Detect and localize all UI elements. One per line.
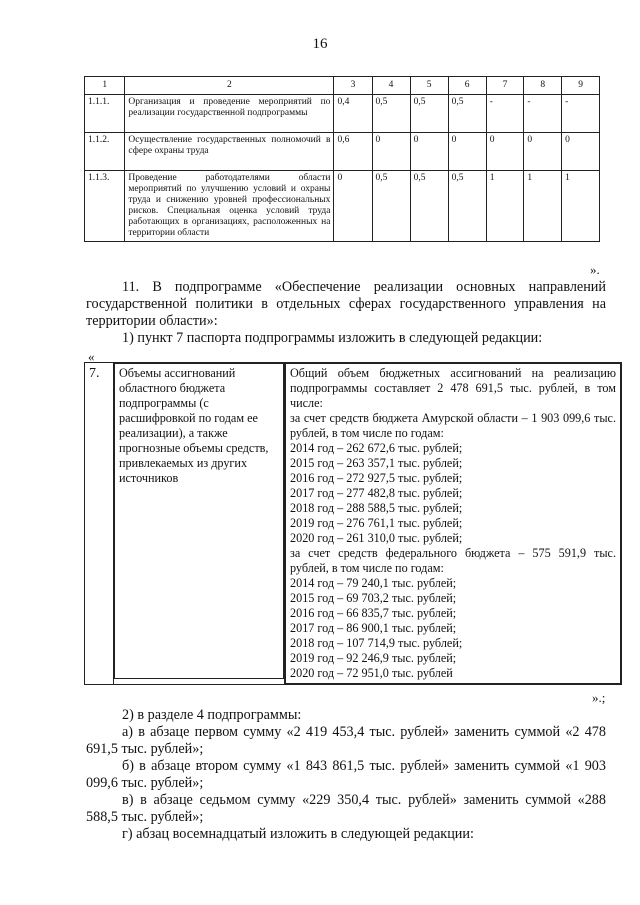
closing-quote: ».; bbox=[592, 690, 606, 705]
row-value: 0,5 bbox=[410, 171, 448, 242]
row-value: 0 bbox=[486, 133, 524, 171]
regional-year-line: 2017 год – 277 482,8 тыс. рублей; bbox=[290, 486, 463, 500]
item-number: 7. bbox=[85, 363, 114, 685]
row-value: 1 bbox=[524, 171, 562, 242]
item-content bbox=[285, 363, 621, 684]
passport-table bbox=[84, 362, 622, 685]
header-cell: 7 bbox=[486, 77, 524, 95]
row-number: 1.1.3. bbox=[85, 171, 125, 242]
federal-year-line: 2016 год – 66 835,7 тыс. рублей; bbox=[290, 606, 457, 620]
row-value: 0 bbox=[448, 133, 486, 171]
regional-year-line: 2015 год – 263 357,1 тыс. рублей; bbox=[290, 456, 463, 470]
regional-year-line: 2014 год – 262 672,6 тыс. рублей; bbox=[290, 441, 463, 455]
paragraph-2g: г) абзац восемнадцатый изложить в следующей редакции: bbox=[122, 826, 474, 842]
header-cell: 4 bbox=[372, 77, 410, 95]
federal-year-line: 2017 год – 86 900,1 тыс. рублей; bbox=[290, 621, 457, 635]
header-cell: 1 bbox=[85, 77, 125, 95]
row-value: 0 bbox=[410, 133, 448, 171]
row-value: 0 bbox=[562, 133, 600, 171]
row-description: Проведение работодателями области мероприятий по улучшению условий и охраны труда и снижению уровней профессиональных рисков. Специальная оценка условий труда работающих в организациях, расположенных на территории области bbox=[125, 171, 334, 242]
table-row bbox=[85, 363, 622, 685]
item-content-cell bbox=[285, 363, 622, 685]
row-value: 0,6 bbox=[334, 133, 372, 171]
regional-year-line: 2018 год – 288 588,5 тыс. рублей; bbox=[290, 501, 463, 515]
federal-year-line: 2018 год – 107 714,9 тыс. рублей; bbox=[290, 636, 463, 650]
regional-year-line: 2020 год – 261 310,0 тыс. рублей; bbox=[290, 531, 463, 545]
row-number: 1.1.2. bbox=[85, 133, 125, 171]
item-label-cell bbox=[114, 363, 285, 685]
table-row bbox=[85, 171, 600, 242]
paragraph-11-item-1: 1) пункт 7 паспорта подпрограммы изложить в следующей редакции: bbox=[122, 330, 543, 346]
row-value: 0 bbox=[524, 133, 562, 171]
opening-quote: « bbox=[88, 349, 95, 364]
row-value: - bbox=[524, 95, 562, 133]
federal-year-line: 2019 год – 92 246,9 тыс. рублей; bbox=[290, 651, 457, 665]
page-number: 16 bbox=[312, 36, 328, 52]
row-number: 1.1.1. bbox=[85, 95, 125, 133]
row-value: 0 bbox=[334, 171, 372, 242]
row-value: 0 bbox=[372, 133, 410, 171]
header-cell: 6 bbox=[448, 77, 486, 95]
paragraph-2b: б) в абзаце втором сумму «1 843 861,5 тыс. рублей» заменить суммой «1 903 099,6 тыс. рублей»; bbox=[86, 758, 606, 791]
row-value: 0,5 bbox=[448, 171, 486, 242]
item-label: Объемы ассигнований областного бюджета подпрограммы (с расшифровкой по годам ее реализации), а также прогнозные объемы средств, привлекаемых из других источников bbox=[114, 363, 284, 679]
header-cell: 3 bbox=[334, 77, 372, 95]
row-description: Осуществление государственных полномочий в сфере охраны труда bbox=[125, 133, 334, 171]
row-value: 1 bbox=[562, 171, 600, 242]
header-cell: 5 bbox=[410, 77, 448, 95]
federal-budget-header: за счет средств федерального бюджета – 575 591,9 тыс. рублей, в том числе по годам: bbox=[290, 546, 616, 575]
funding-intro: Общий объем бюджетных ассигнований на реализацию подпрограммы составляет 2 478 691,5 тыс. рублей, в том числе: bbox=[290, 366, 616, 410]
federal-year-line: 2015 год – 69 703,2 тыс. рублей; bbox=[290, 591, 457, 605]
row-value: 0,4 bbox=[334, 95, 372, 133]
row-value: 0,5 bbox=[372, 95, 410, 133]
header-cell: 8 bbox=[524, 77, 562, 95]
header-cell: 9 bbox=[562, 77, 600, 95]
regional-budget-header: за счет средств бюджета Амурской области – 1 903 099,6 тыс. рублей, в том числе по годам: bbox=[290, 411, 616, 440]
table-header-row bbox=[85, 77, 600, 95]
paragraph-2: 2) в разделе 4 подпрограммы: bbox=[122, 707, 302, 723]
paragraph-11: 11. В подпрограмме «Обеспечение реализации основных направлений государственной политики в отдельных сферах государственного управления на территории области»: bbox=[86, 279, 606, 329]
regional-year-line: 2016 год – 272 927,5 тыс. рублей; bbox=[290, 471, 463, 485]
paragraph-2v: в) в абзаце седьмом сумму «229 350,4 тыс. рублей» заменить суммой «288 588,5 тыс. рублей»; bbox=[86, 792, 606, 825]
measures-table bbox=[84, 76, 600, 242]
federal-year-line: 2020 год – 72 951,0 тыс. рублей bbox=[290, 666, 453, 680]
table-row bbox=[85, 95, 600, 133]
row-value: - bbox=[562, 95, 600, 133]
federal-year-line: 2014 год – 79 240,1 тыс. рублей; bbox=[290, 576, 457, 590]
row-value: 0,5 bbox=[448, 95, 486, 133]
paragraph-2a: а) в абзаце первом сумму «2 419 453,4 тыс. рублей» заменить суммой «2 478 691,5 тыс. рублей»; bbox=[86, 724, 606, 757]
row-description: Организация и проведение мероприятий по реализации государственной подпрограммы bbox=[125, 95, 334, 133]
table-row bbox=[85, 133, 600, 171]
closing-quote: ». bbox=[590, 262, 600, 277]
row-value: 1 bbox=[486, 171, 524, 242]
row-value: 0,5 bbox=[410, 95, 448, 133]
header-cell: 2 bbox=[125, 77, 334, 95]
row-value: - bbox=[486, 95, 524, 133]
regional-year-line: 2019 год – 276 761,1 тыс. рублей; bbox=[290, 516, 463, 530]
row-value: 0,5 bbox=[372, 171, 410, 242]
